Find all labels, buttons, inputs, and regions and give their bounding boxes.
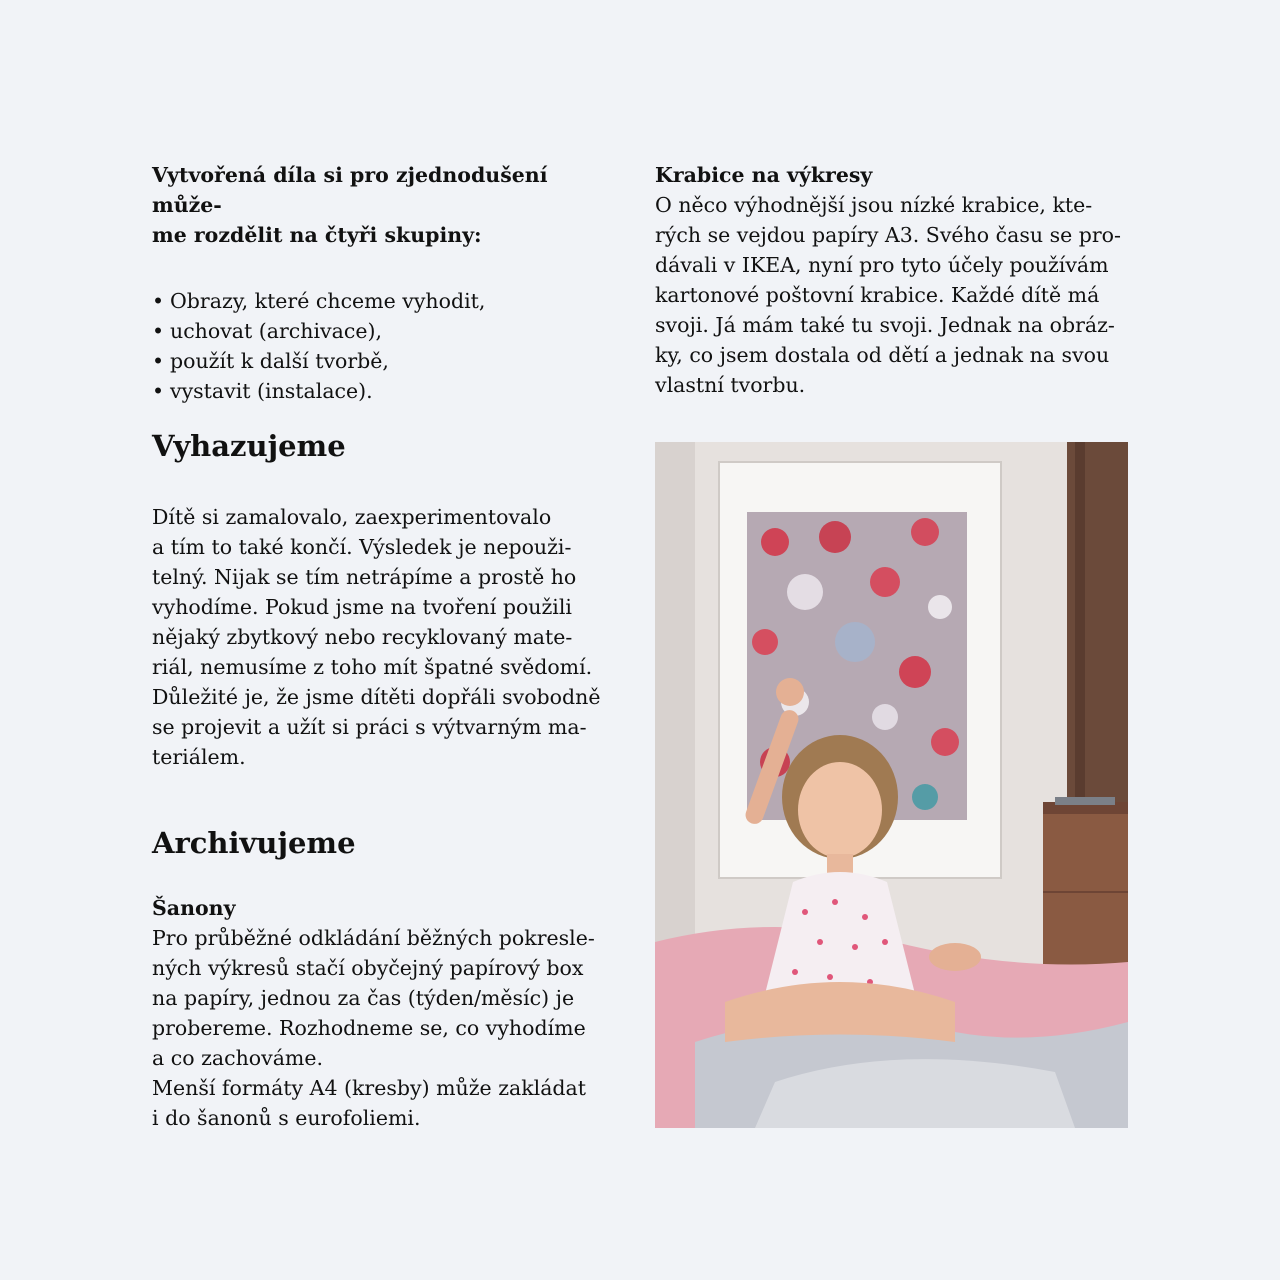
bullet: • — [152, 349, 165, 373]
intro-block — [152, 160, 614, 406]
list-item: • uchovat (archivace), — [152, 316, 614, 346]
paragraph-krabice: O něco výhodnější jsou nízké krabice, kte- rých se vejdou papíry A3. Svého času se pro- dávali v IKEA, nyní pro tyto účely používám kartonové poštovní krabice. Každé dítě má svoji. Já mám také tu svoji. Jednak na obráz- ky, co jsem dostala od dětí a jednak na svou vlastní tvorbu. — [655, 193, 1121, 397]
bullet: • — [152, 319, 165, 343]
krabice-block — [655, 160, 1128, 400]
intro-lead — [152, 160, 614, 250]
section-vyhazujeme — [152, 428, 614, 772]
intro-lead-line-2: me rozdělit na čtyři skupiny: — [152, 223, 482, 247]
subheading-krabice: Krabice na výkresy — [655, 163, 873, 187]
bullet: • — [152, 379, 165, 403]
list-item: • Obrazy, které chceme vyhodit, — [152, 286, 614, 316]
list-item: • vystavit (instalace). — [152, 376, 614, 406]
section-archivujeme — [152, 825, 614, 1133]
list-item: • použít k další tvorbě, — [152, 346, 614, 376]
groups-list — [152, 286, 614, 406]
paragraph-vyhazujeme: Dítě si zamalovalo, zaexperimentovalo a tím to také končí. Výsledek je nepouži- telný. Nijak se tím netrápíme a prostě ho vyhodíme. Pokud jsme na tvoření použili nějaký zbytkový nebo recyklovaný mate- riál, nemusíme z toho mít špatné svědomí. Důležité je, že jsme dítěti dopřáli svobodně se projevit a užít si práci s výtvarným ma- teriálem. — [152, 505, 601, 769]
intro-lead-line-1: Vytvořená díla si pro zjednodušení může- — [152, 163, 548, 217]
photo-girl-with-painting — [655, 442, 1128, 1128]
photo-illustration — [655, 442, 1128, 1128]
subheading-sanony: Šanony — [152, 896, 236, 920]
paragraph-sanony: Pro průběžné odkládání běžných pokresle- ných výkresů stačí obyčejný papírový box na papíry, jednou za čas (týden/měsíc) je probereme. Rozhodneme se, co vyhodíme a co zachováme. Menší formáty A4 (kresby) může zakládat i do šanonů s eurofoliemi. — [152, 926, 595, 1130]
section-heading-vyhazujeme: Vyhazujeme — [152, 429, 346, 463]
bullet: • — [152, 289, 165, 313]
section-heading-archivujeme: Archivujeme — [152, 826, 356, 860]
